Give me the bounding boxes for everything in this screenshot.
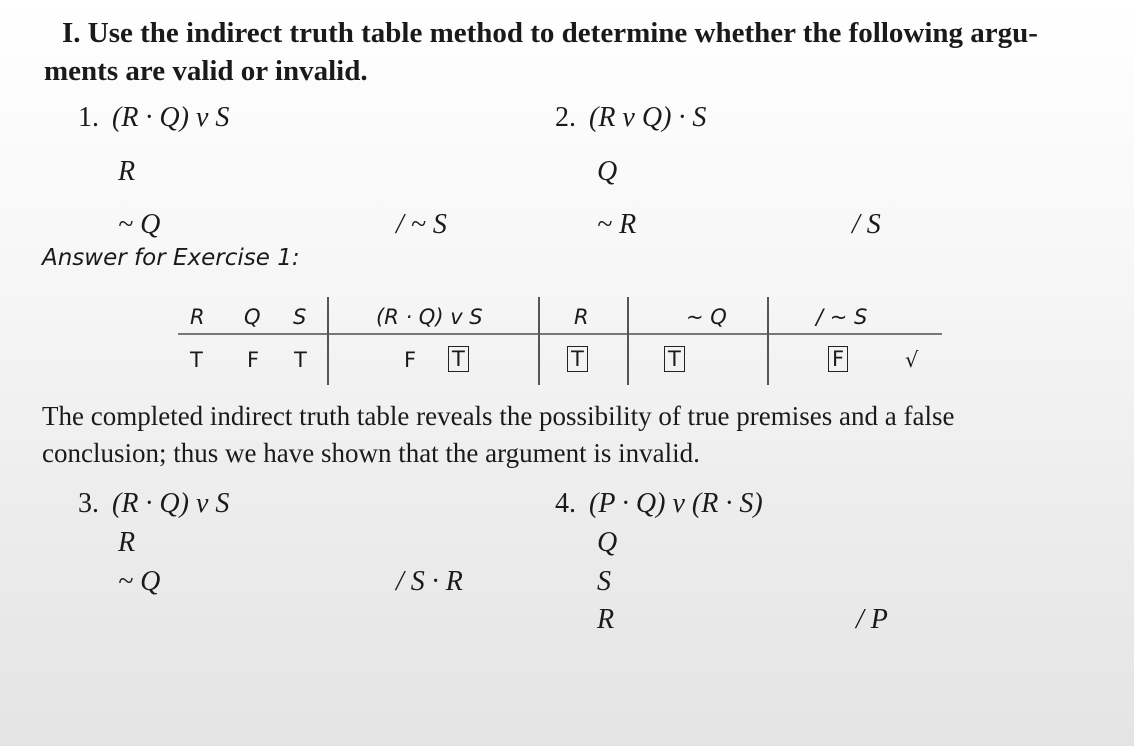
table-value-q: F — [247, 348, 260, 372]
table-header-premise-2: R — [574, 305, 589, 329]
conclusion: / P — [856, 604, 888, 635]
exercise-3 — [78, 488, 229, 520]
boxed-value: F — [828, 346, 848, 372]
table-header-rule — [178, 333, 942, 335]
exercise-number: 2. — [555, 102, 576, 133]
explanation-line-2: conclusion; thus we have shown that the argument is invalid. — [42, 438, 700, 468]
check-mark-icon: √ — [905, 348, 919, 372]
table-divider — [767, 297, 769, 385]
table-value-premise-3-main — [664, 346, 685, 372]
heading-line-2: ments are valid or invalid. — [44, 55, 368, 87]
table-header-s: S — [293, 305, 307, 329]
premise: ~ Q — [118, 209, 161, 240]
boxed-value: T — [567, 346, 588, 372]
table-header-conclusion: / ~ S — [816, 305, 868, 329]
exercise-number: 4. — [555, 488, 576, 519]
exercise-4 — [555, 488, 763, 520]
table-header-premise-3: ~ Q — [686, 305, 727, 329]
conclusion: / S · R — [396, 566, 463, 597]
table-header-r: R — [190, 305, 205, 329]
premise: (R · Q) v S — [112, 488, 230, 519]
heading-line-1: I. Use the indirect truth table method to determine whether the following argu- — [62, 17, 1038, 49]
premise: R — [118, 156, 136, 187]
boxed-value: T — [664, 346, 685, 372]
premise: ~ Q — [118, 566, 161, 597]
table-value-premise-2-main — [567, 346, 588, 372]
table-value-s: T — [294, 348, 307, 372]
premise: Q — [597, 527, 618, 558]
premise: R — [597, 604, 615, 635]
premise: R — [118, 527, 136, 558]
table-divider — [538, 297, 540, 385]
answer-explanation — [42, 398, 1112, 472]
premise: (P · Q) v (R · S) — [589, 488, 763, 519]
table-value-premise-1-left: F — [404, 348, 417, 372]
exercise-1 — [78, 102, 229, 134]
exercise-2 — [555, 102, 706, 134]
conclusion: / ~ S — [396, 209, 447, 240]
premise: ~ R — [597, 209, 637, 240]
boxed-value: T — [448, 346, 469, 372]
premise: (R v Q) · S — [589, 102, 707, 133]
table-divider — [627, 297, 629, 385]
table-header-q: Q — [244, 305, 261, 329]
table-divider — [327, 297, 329, 385]
exercise-number: 3. — [78, 488, 99, 519]
table-value-premise-1-main — [448, 346, 469, 372]
table-value-conclusion-main — [828, 346, 848, 372]
table-value-r: T — [190, 348, 203, 372]
premise: S — [597, 566, 611, 597]
explanation-line-1: The completed indirect truth table reveals the possibility of true premises and a false — [42, 401, 955, 431]
exercise-number: 1. — [78, 102, 99, 133]
instructions-heading — [44, 14, 1104, 90]
answer-label: Answer for Exercise 1: — [42, 245, 300, 271]
conclusion: / S — [852, 209, 881, 240]
premise: Q — [597, 156, 618, 187]
premise: (R · Q) v S — [112, 102, 230, 133]
table-header-premise-1: (R · Q) v S — [376, 305, 483, 329]
